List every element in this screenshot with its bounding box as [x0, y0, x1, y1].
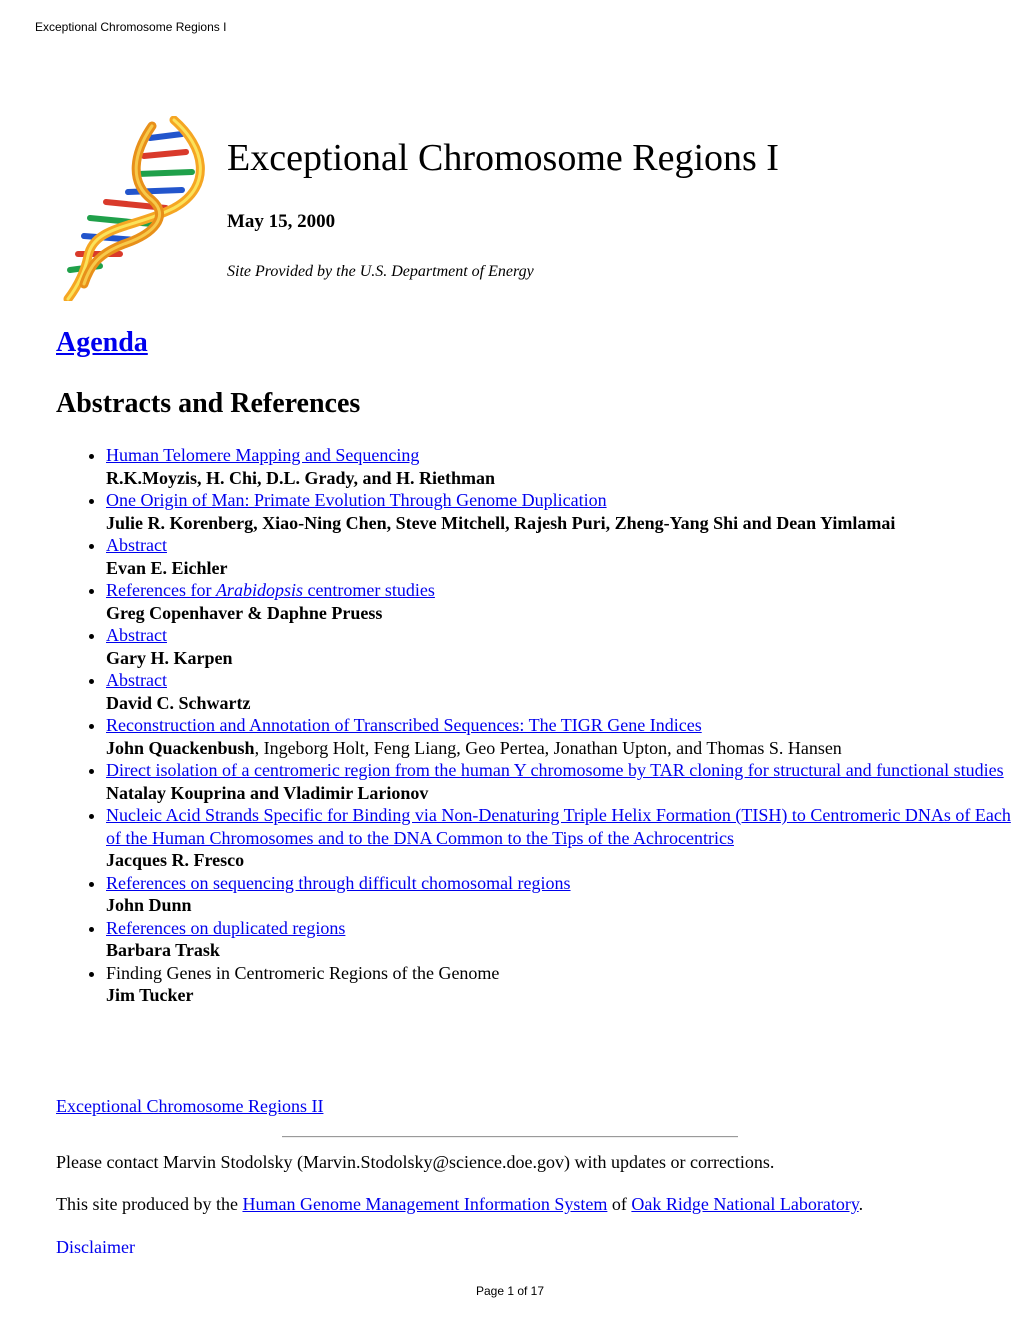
abstract-link[interactable] [106, 580, 435, 600]
authors: Evan E. Eichler [106, 557, 228, 578]
abstract-link[interactable]: Human Telomere Mapping and Sequencing [106, 445, 420, 465]
list-item [106, 872, 1020, 917]
link-text: centromer studies [302, 580, 435, 600]
authors: Jim Tucker [106, 985, 194, 1005]
list-item [106, 804, 1020, 872]
page-number: Page 1 of 17 [475, 1284, 545, 1298]
page-title: Exceptional Chromosome Regions I [227, 137, 779, 179]
ecr2-link[interactable]: Exceptional Chromosome Regions II [56, 1096, 324, 1116]
abstract-link[interactable]: One Origin of Man: Primate Evolution Through Genome Duplication [106, 490, 607, 510]
authors: Jacques R. Fresco [106, 850, 245, 870]
abstract-link[interactable]: Abstract [106, 535, 167, 555]
abstract-title: Finding Genes in Centromeric Regions of the Genome [106, 962, 500, 983]
list-item [106, 669, 1020, 714]
produced-text: of [607, 1194, 632, 1214]
agenda-heading [56, 326, 148, 360]
hgmis-link[interactable]: Human Genome Management Information System [242, 1194, 608, 1214]
abstract-link[interactable]: References on sequencing through difficult chomosomal regions [106, 872, 571, 893]
authors: R.K.Moyzis, H. Chi, D.L. Grady, and H. Riethman [106, 467, 496, 488]
abstracts-heading: Abstracts and References [56, 388, 361, 419]
abstract-link[interactable]: References on duplicated regions [106, 917, 346, 938]
disclaimer [56, 1236, 135, 1258]
authors: Greg Copenhaver & Daphne Pruess [106, 602, 383, 623]
dna-helix-icon [54, 116, 214, 301]
authors: Gary H. Karpen [106, 647, 233, 668]
ornl-link[interactable]: Oak Ridge National Laboratory [631, 1194, 859, 1214]
list-item [106, 962, 1020, 1007]
authors: Natalay Kouprina and Vladimir Larionov [106, 782, 429, 803]
list-item [106, 579, 1020, 624]
abstract-link[interactable]: Abstract [106, 670, 167, 690]
authors: Julie R. Korenberg, Xiao-Ning Chen, Steve Mitchell, Rajesh Puri, Zheng-Yang Shi and Dean Yimlamai [106, 512, 896, 533]
abstract-link[interactable]: Reconstruction and Annotation of Transcribed Sequences: The TIGR Gene Indices [106, 715, 702, 735]
authors: Barbara Trask [106, 940, 220, 960]
link-italic-text: Arabidopsis [215, 580, 303, 600]
list-item [106, 534, 1020, 579]
produced-text: . [858, 1194, 864, 1214]
abstracts-list [56, 444, 1020, 1007]
horizontal-divider [282, 1136, 738, 1138]
next-session [56, 1095, 323, 1117]
running-header: Exceptional Chromosome Regions I [35, 20, 227, 34]
list-item [106, 624, 1020, 669]
agenda-link[interactable]: Agenda [56, 327, 148, 358]
authors: John Dunn [106, 895, 192, 915]
link-text: References for [106, 580, 216, 600]
list-item [106, 917, 1020, 962]
list-item [106, 444, 1020, 489]
produced-text: This site produced by the [56, 1194, 243, 1214]
site-provider-note: Site Provided by the U.S. Department of Energy [227, 263, 534, 280]
abstract-link[interactable]: Nucleic Acid Strands Specific for Binding via Non-Denaturing Triple Helix Formation (TISH) to Centromeric DNAs of Each of the Human Chromosomes and to the DNA Common to the Tips of the Achrocentrics [106, 805, 1011, 848]
list-item [106, 714, 1020, 759]
abstract-link[interactable]: Direct isolation of a centromeric region from the human Y chromosome by TAR cloning for structural and functional studies [106, 760, 1004, 780]
authors: David C. Schwartz [106, 692, 251, 713]
contact-note: Please contact Marvin Stodolsky (Marvin.Stodolsky@science.doe.gov) with updates or corrections. [56, 1152, 775, 1172]
disclaimer-link[interactable]: Disclaimer [56, 1237, 135, 1257]
event-date: May 15, 2000 [227, 211, 336, 232]
authors-rest: , Ingeborg Holt, Feng Liang, Geo Pertea, Jonathan Upton, and Thomas S. Hansen [254, 737, 842, 758]
produced-by [56, 1193, 863, 1215]
list-item [106, 489, 1020, 534]
list-item [106, 759, 1020, 804]
abstract-link[interactable]: Abstract [106, 625, 167, 645]
authors-lead: John Quackenbush [106, 737, 255, 758]
